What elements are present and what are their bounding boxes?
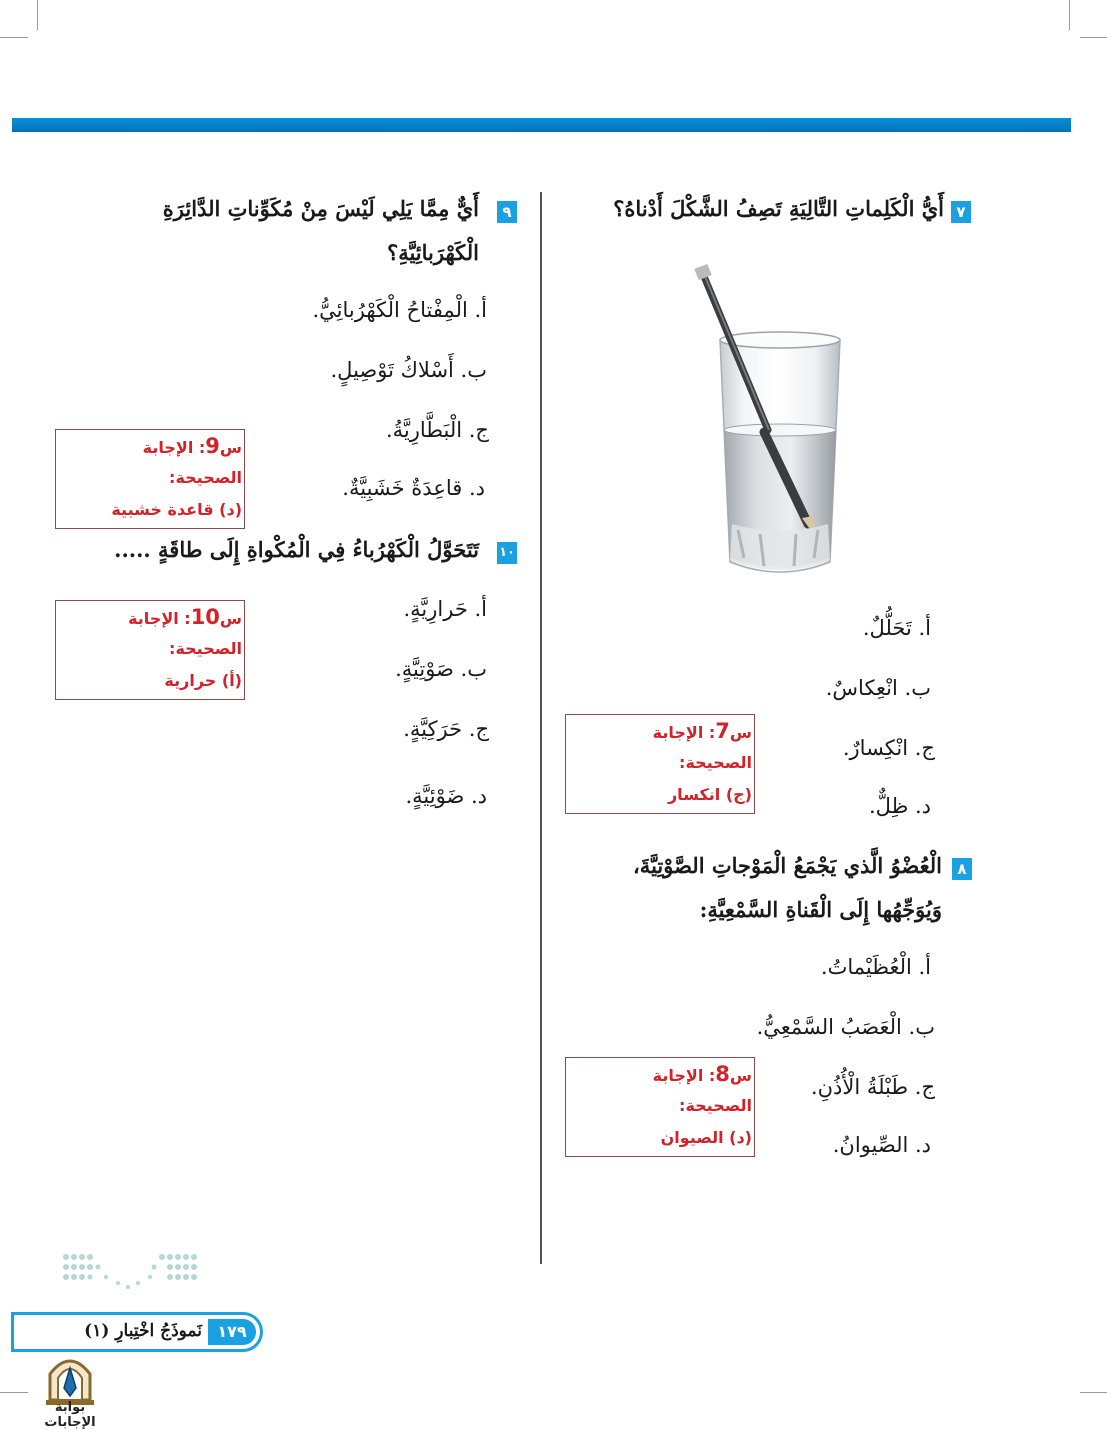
question-9-text-line-1: أَيٌّ مِمَّا يَلِي لَيْسَ مِنْ مُكَوِّناتِ الدَّائِرَةِ — [162, 196, 479, 221]
q7-answer-label: س — [729, 723, 752, 742]
q7-answer-value: (ج) انكسار — [667, 785, 752, 804]
answers-gate-logo-text: بوابة الإجابات — [44, 1400, 96, 1430]
q10-answer-heading: : الإجابة — [128, 609, 191, 628]
q10-answer-box — [55, 600, 245, 700]
q9-answer-label: س — [219, 438, 242, 457]
header-bar — [12, 118, 1071, 132]
question-8-text-line-2: وَيُوَجِّهُها إِلَى الْقَناةِ السَّمْعِيَّةِ: — [699, 897, 942, 922]
q8-option-b[interactable]: ب. الْعَصَبُ السَّمْعِيُّ. — [756, 1015, 935, 1039]
page-number: ١٧٩ — [208, 1319, 256, 1345]
q7-option-a[interactable]: أ. تَحَلُّلٌ. — [862, 616, 931, 640]
question-9-number: ٩ — [497, 201, 517, 223]
q10-answer-line-1 — [128, 605, 242, 629]
question-7-text: أَيُّ الْكَلِماتِ التَّالِيَةِ تَصِفُ الشَّكْلَ أَدْناهُ؟ — [613, 196, 944, 221]
q7-answer-number: 7 — [715, 719, 730, 743]
question-9-text-line-2: الْكَهْرَبائِيَّةِ؟ — [387, 240, 479, 265]
q8-answer-line-2: الصحيحة: — [679, 1096, 752, 1115]
q10-option-a[interactable]: أ. حَرارِيَّةٍ. — [403, 597, 487, 621]
q10-answer-line-2: الصحيحة: — [169, 639, 242, 658]
question-10-number: ١٠ — [497, 542, 517, 564]
q9-answer-box — [55, 429, 245, 529]
q9-answer-line-1 — [143, 434, 242, 458]
q10-option-c[interactable]: ج. حَرَكِيَّةٍ. — [403, 717, 489, 741]
crop-mark — [0, 37, 28, 38]
q9-answer-number: 9 — [205, 434, 220, 458]
q8-answer-label: س — [729, 1066, 752, 1085]
q8-answer-number: 8 — [715, 1062, 730, 1086]
q8-answer-heading: : الإجابة — [652, 1066, 716, 1085]
q9-option-c[interactable]: ج. الْبَطَّارِيَّةُ. — [385, 418, 489, 442]
q8-answer-box — [565, 1057, 755, 1157]
crop-mark — [1080, 37, 1107, 38]
q10-answer-value: (أ) حرارية — [164, 671, 242, 690]
q10-option-d[interactable]: د. ضَوْئِيَّةٍ. — [405, 784, 487, 808]
question-10-text: تَتَحَوَّلُ الْكَهْرُباءُ فِي الْمُكْواةِ إِلَى طاقَةٍ ..... — [114, 537, 479, 562]
q7-option-d[interactable]: د. ظِلٌّ. — [869, 794, 931, 818]
q9-answer-value: (د) قاعدة خشبية — [111, 500, 242, 519]
q9-answer-line-2: الصحيحة: — [169, 468, 242, 487]
q8-answer-line-1 — [653, 1062, 752, 1086]
q7-answer-line-1 — [653, 719, 752, 743]
question-7-number: ٧ — [951, 201, 971, 223]
q9-option-b[interactable]: ب. أَسْلاكُ تَوْصِيلٍ. — [330, 358, 487, 382]
q10-answer-number: 10 — [190, 605, 220, 629]
q9-answer-heading: : الإجابة — [142, 438, 206, 457]
q7-answer-line-2: الصحيحة: — [679, 753, 752, 772]
q7-answer-heading: : الإجابة — [652, 723, 716, 742]
crop-mark — [1069, 0, 1070, 30]
q9-option-d[interactable]: د. قاعِدَةٌ خَشَبِيَّةٌ. — [342, 476, 485, 500]
q7-option-c[interactable]: ج. انْكِسارٌ. — [842, 736, 935, 760]
q10-option-b[interactable]: ب. صَوْتِيَّةٍ. — [395, 657, 487, 681]
question-8-text-line-1: الْعُضْوُ الَّذي يَجْمَعُ الْمَوْجاتِ الصَّوْتِيَّةَ، — [633, 853, 942, 878]
question-8-number: ٨ — [952, 858, 972, 880]
q8-answer-value: (د) الصيوان — [660, 1128, 752, 1147]
q7-answer-box — [565, 714, 755, 814]
page-title: نَموذَجُ اخْتِبارِ (١) — [84, 1321, 202, 1341]
crop-mark — [1080, 1392, 1107, 1393]
q9-option-a[interactable]: أ. الْمِفْتاحُ الْكَهْرُبائِيُّ. — [312, 298, 487, 322]
ministry-dots-logo — [62, 1253, 198, 1297]
q7-option-b[interactable]: ب. انْعِكاسٌ. — [825, 676, 931, 700]
q10-answer-label: س — [219, 609, 242, 628]
column-divider — [540, 192, 542, 1264]
glass-pencil-illustration — [690, 262, 860, 584]
crop-mark — [0, 1392, 28, 1393]
q8-option-c[interactable]: ج. طَبْلَةُ الْأُذُنِ. — [810, 1075, 935, 1099]
q8-option-d[interactable]: د. الصِّيوانُ. — [832, 1133, 931, 1157]
q8-option-a[interactable]: أ. الْعُظَيْماتُ. — [820, 955, 931, 979]
crop-mark — [37, 0, 38, 30]
page-footer — [11, 1312, 263, 1352]
